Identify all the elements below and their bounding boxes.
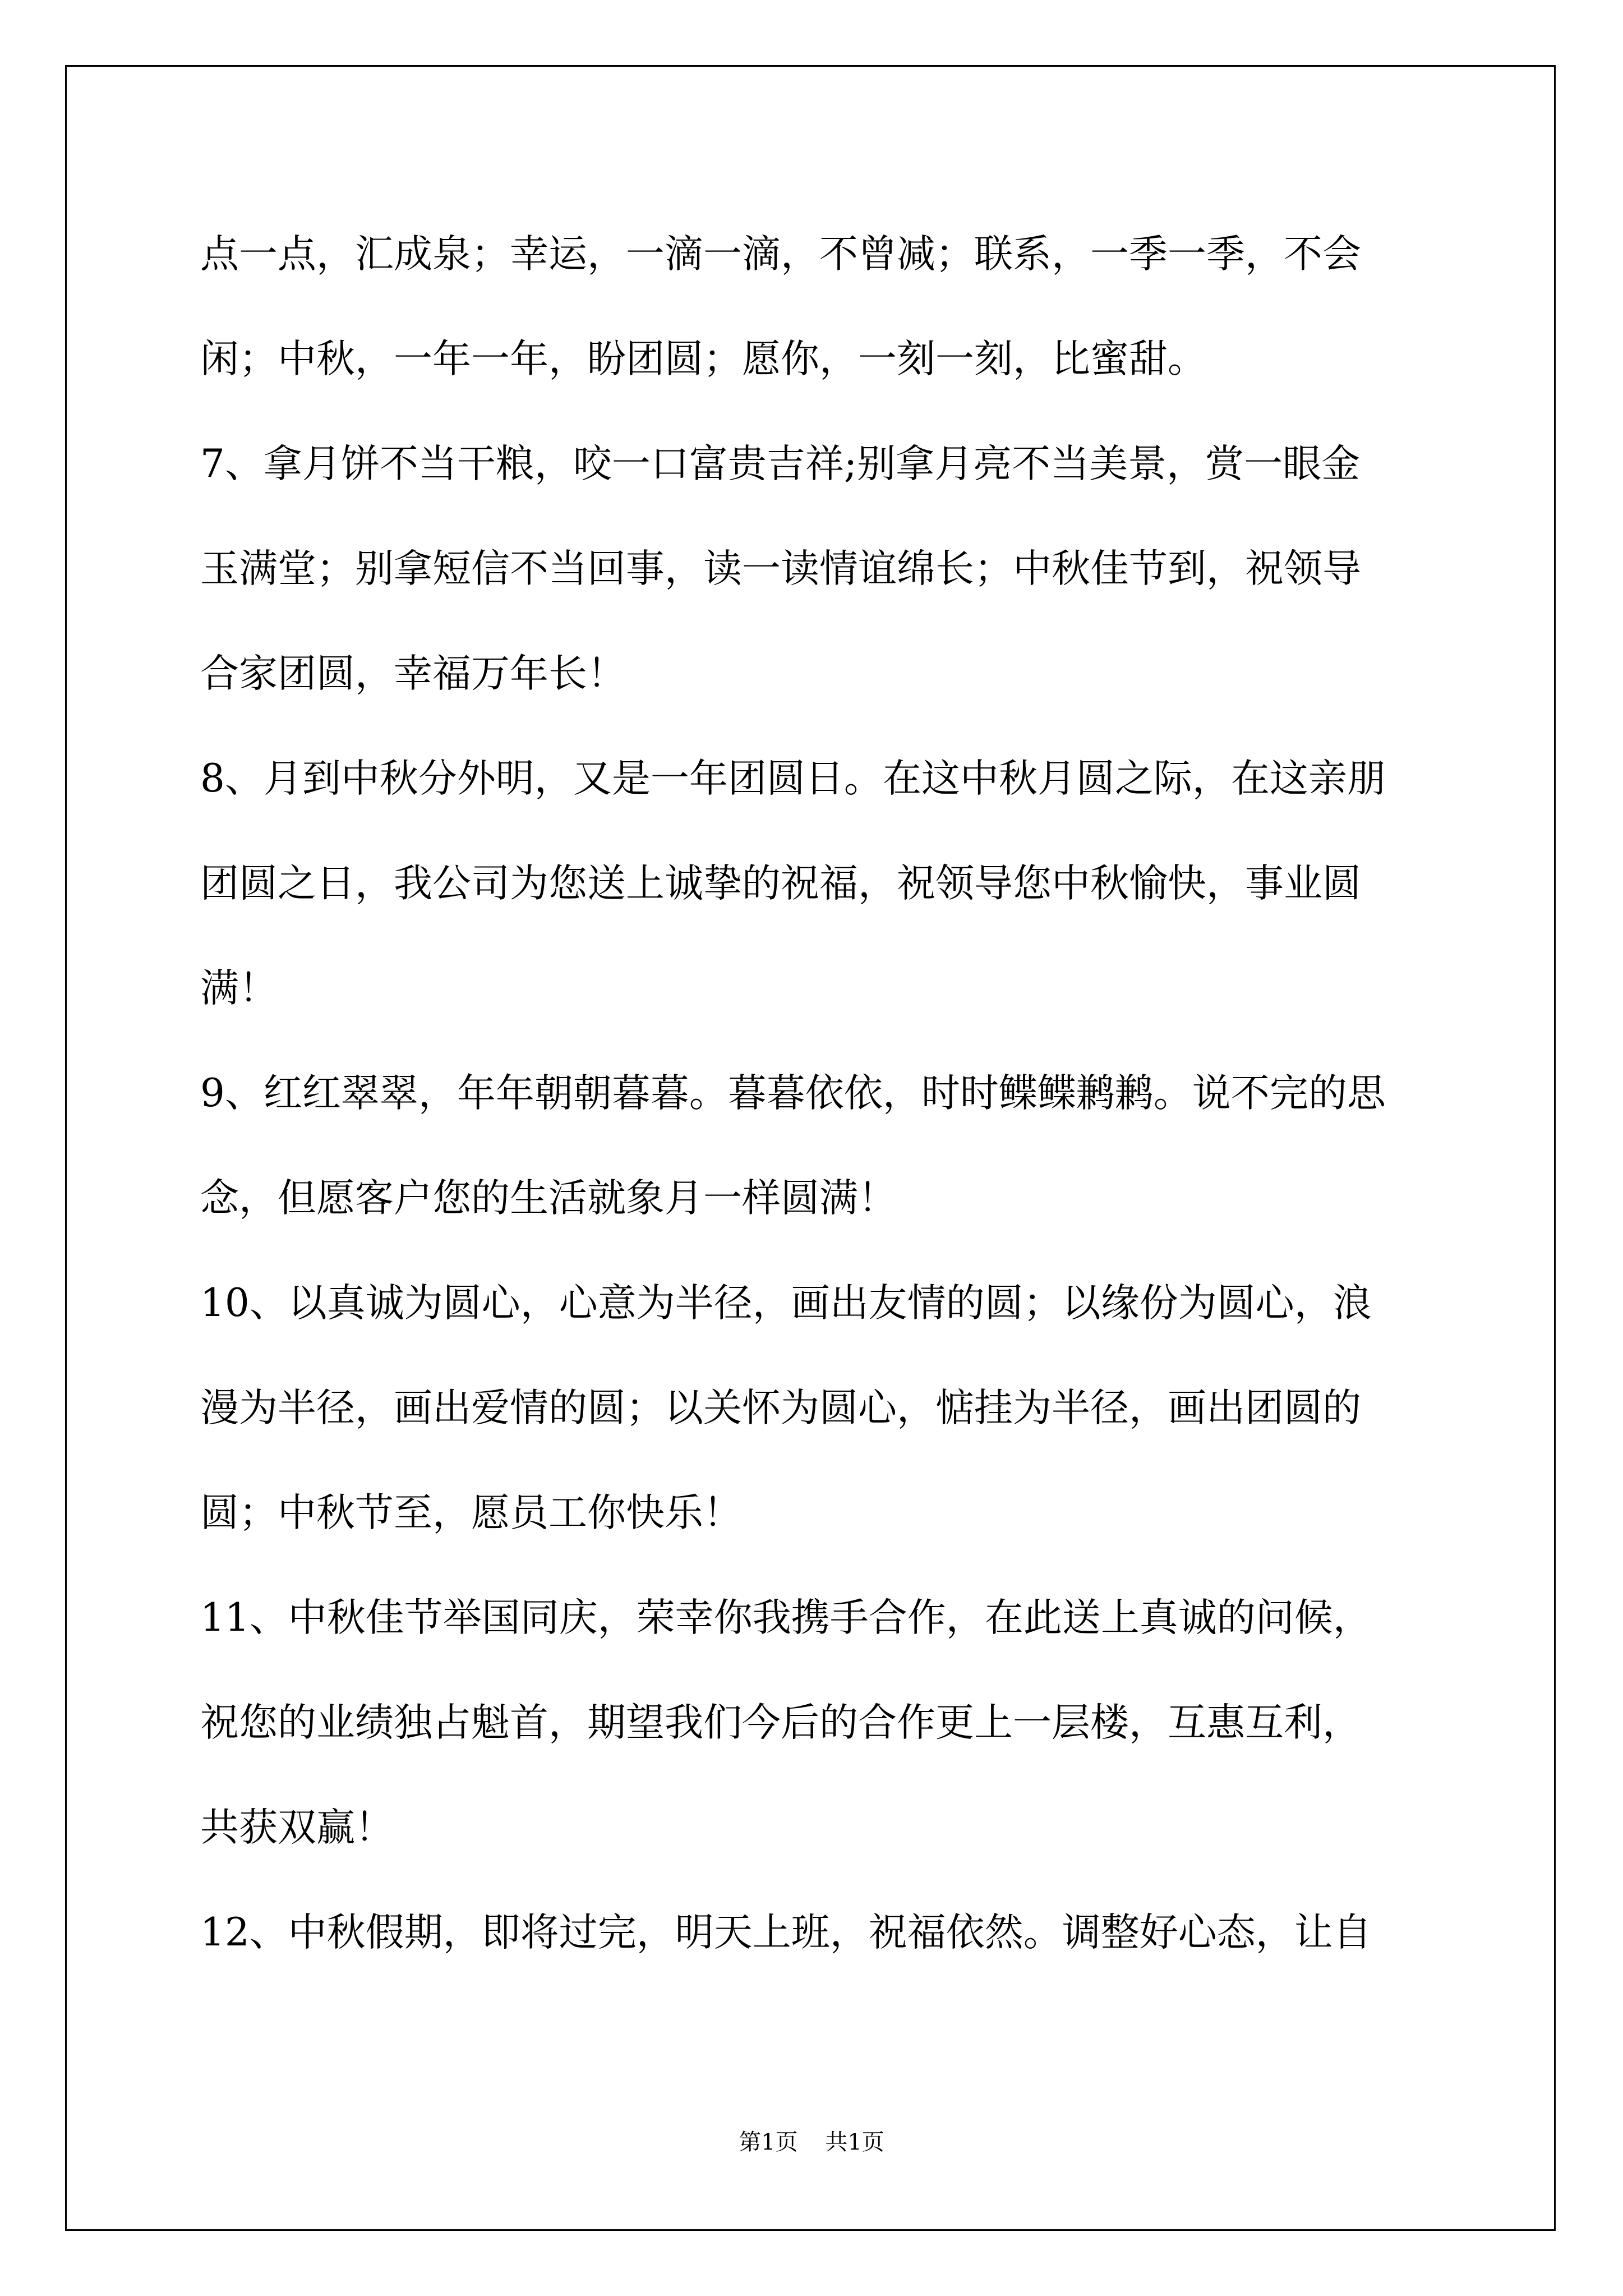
page-footer	[0, 2128, 1623, 2156]
body-text-line: 共获双赢！	[200, 1805, 394, 1850]
body-text-line: 7、拿月饼不当干粮，咬一口富贵吉祥;别拿月亮不当美景，赏一眼金	[200, 441, 1361, 486]
body-text-line: 玉满堂；别拿短信不当回事，读一读情谊绵长；中秋佳节到，祝领导	[200, 546, 1361, 591]
body-text-line: 8、月到中秋分外明，又是一年团圆日。在这中秋月圆之际，在这亲朋	[200, 756, 1386, 801]
body-text-line: 团圆之日，我公司为您送上诚挚的祝福，祝领导您中秋愉快，事业圆	[200, 861, 1361, 906]
page-number: 第1页	[739, 2129, 798, 2155]
body-text-line: 10、以真诚为圆心，心意为半径，画出友情的圆；以缘份为圆心，浪	[200, 1281, 1372, 1326]
body-text-line: 9、红红翠翠，年年朝朝暮暮。暮暮依依，时时鲽鲽鹣鹣。说不完的思	[200, 1071, 1386, 1116]
body-text-line: 圆；中秋节至，愿员工你快乐！	[200, 1490, 742, 1535]
page-border	[65, 65, 1556, 2231]
body-text-line: 11、中秋佳节举国同庆，荣幸你我携手合作，在此送上真诚的问候，	[200, 1595, 1372, 1640]
body-text-line: 12、中秋假期，即将过完，明天上班，祝福依然。调整好心态，让自	[200, 1910, 1372, 1955]
body-text-line: 祝您的业绩独占魁首，期望我们今后的合作更上一层楼，互惠互利，	[200, 1700, 1361, 1745]
body-text-line: 念，但愿客户您的生活就象月一样圆满！	[200, 1176, 897, 1221]
page-total: 共1页	[825, 2129, 884, 2155]
body-text-line: 漫为半径，画出爱情的圆；以关怀为圆心，惦挂为半径，画出团圆的	[200, 1386, 1361, 1430]
body-text-line: 合家团圆，幸福万年长！	[200, 651, 626, 696]
body-text-line: 闲；中秋，一年一年，盼团圆；愿你，一刻一刻，比蜜甜。	[200, 337, 1206, 381]
body-text-line: 点一点，汇成泉；幸运，一滴一滴，不曾减；联系，一季一季，不会	[200, 232, 1361, 277]
body-text-line: 满！	[200, 966, 278, 1011]
